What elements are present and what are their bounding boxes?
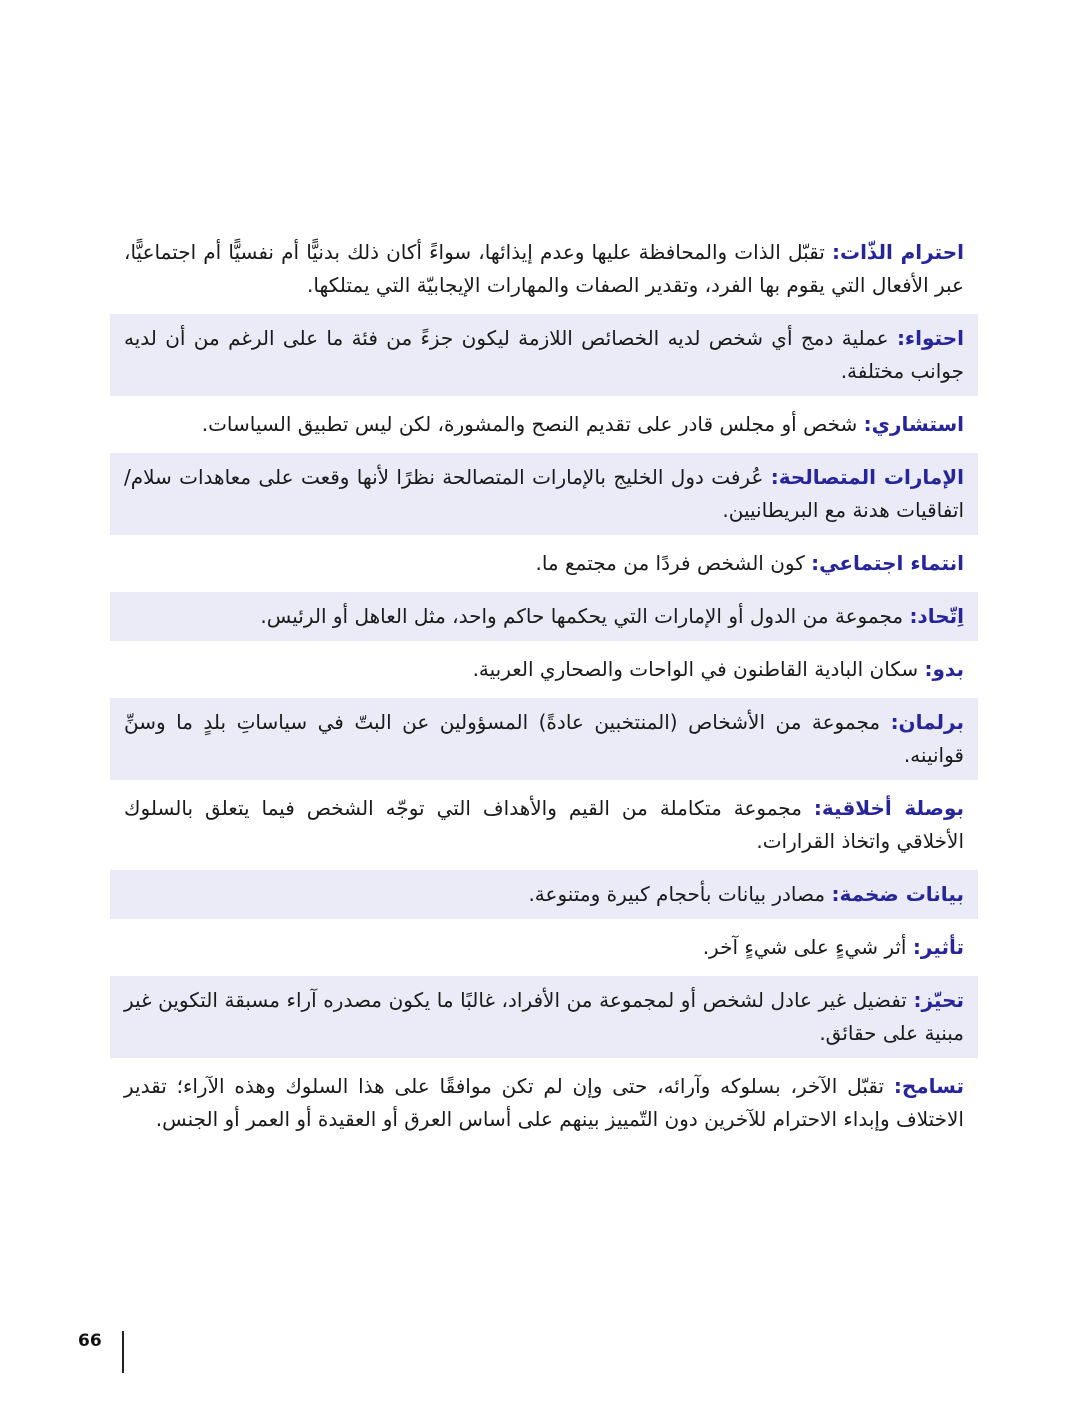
glossary-entry xyxy=(110,453,978,535)
glossary-definition: عملية دمج أي شخص لديه الخصائص اللازمة ليكون جزءً من فئة ما على الرغم من أن لديه جوانب مختلفة. xyxy=(124,326,964,383)
glossary-entry xyxy=(110,314,978,396)
glossary-term: استشاري: xyxy=(863,412,964,436)
glossary-definition: شخص أو مجلس قادر على تقديم النصح والمشورة، لكن ليس تطبيق السياسات. xyxy=(201,412,858,436)
glossary-entry xyxy=(110,1062,978,1144)
glossary-term: بوصلة أخلاقية: xyxy=(813,796,965,820)
glossary-entry xyxy=(110,976,978,1058)
glossary-term: بيانات ضخمة: xyxy=(831,882,964,906)
glossary-entry xyxy=(110,645,978,694)
glossary-entry xyxy=(110,784,978,866)
glossary-entry xyxy=(110,592,978,641)
glossary-list xyxy=(110,228,978,1144)
glossary-definition: سكان البادية القاطنون في الواحات والصحاري العربية. xyxy=(472,657,919,681)
glossary-term: تسامح: xyxy=(893,1074,964,1098)
glossary-term: برلمان: xyxy=(890,710,965,734)
glossary-definition: تقبّل الذات والمحافظة عليها وعدم إيذائها، سواءً أكان ذلك بدنيًّا أم نفسيًّا أم اجتماعيًّا، عبر الأفعال التي يقوم بها الفرد، وتقدير الصفات والمهارات الإيجابيّة التي يمتلكها. xyxy=(124,240,964,297)
glossary-definition: مجموعة من الأشخاص (المنتخبين عادةً) المسؤولين عن البتّ في سياساتِ بلدٍ ما وسنِّ قوانينه. xyxy=(124,710,964,767)
glossary-term: اِتّحاد: xyxy=(909,604,964,628)
glossary-term: تحيّز: xyxy=(913,988,965,1012)
glossary-term: بدو: xyxy=(924,657,964,681)
glossary-term: احتواء: xyxy=(896,326,964,350)
page-footer xyxy=(74,1331,134,1373)
glossary-definition: مجموعة من الدول أو الإمارات التي يحكمها حاكم واحد، مثل العاهل أو الرئيس. xyxy=(260,604,904,628)
glossary-term: انتماء اجتماعي: xyxy=(811,551,964,575)
glossary-definition: تفضيل غير عادل لشخص أو لمجموعة من الأفراد، غالبًا ما يكون مصدره آراء مسبقة التكوين غير مبنية على حقائق. xyxy=(124,988,964,1045)
glossary-definition: أثر شيءٍ على شيءٍ آخر. xyxy=(702,935,907,959)
glossary-term: احترام الذّات: xyxy=(831,240,964,264)
glossary-entry xyxy=(110,923,978,972)
page-divider xyxy=(122,1331,124,1373)
glossary-definition: مجموعة متكاملة من القيم والأهداف التي توجّه الشخص فيما يتعلق بالسلوك الأخلاقي واتخاذ القرارات. xyxy=(124,796,964,853)
glossary-entry xyxy=(110,400,978,449)
glossary-definition: تقبّل الآخر، بسلوكه وآرائه، حتى وإن لم تكن موافقًا على هذا السلوك وهذه الآراء؛ تقدير الاختلاف وإبداء الاحترام للآخرين دون التّمييز بينهم على أساس العرق أو العقيدة أو العمر أو الجنس. xyxy=(124,1074,964,1131)
glossary-term: تأثير: xyxy=(912,935,964,959)
glossary-term: الإمارات المتصالحة: xyxy=(770,465,964,489)
glossary-entry xyxy=(110,870,978,919)
page-number: 66 xyxy=(78,1331,102,1351)
glossary-definition: مصادر بيانات بأحجام كبيرة ومتنوعة. xyxy=(528,882,826,906)
glossary-definition: كون الشخص فردًا من مجتمع ما. xyxy=(535,551,805,575)
glossary-entry xyxy=(110,698,978,780)
glossary-entry xyxy=(110,539,978,588)
glossary-entry xyxy=(110,228,978,310)
glossary-definition: عُرفت دول الخليج بالإمارات المتصالحة نظرًا لأنها وقعت على معاهدات سلام/اتفاقيات هدنة مع البريطانيين. xyxy=(124,465,964,522)
